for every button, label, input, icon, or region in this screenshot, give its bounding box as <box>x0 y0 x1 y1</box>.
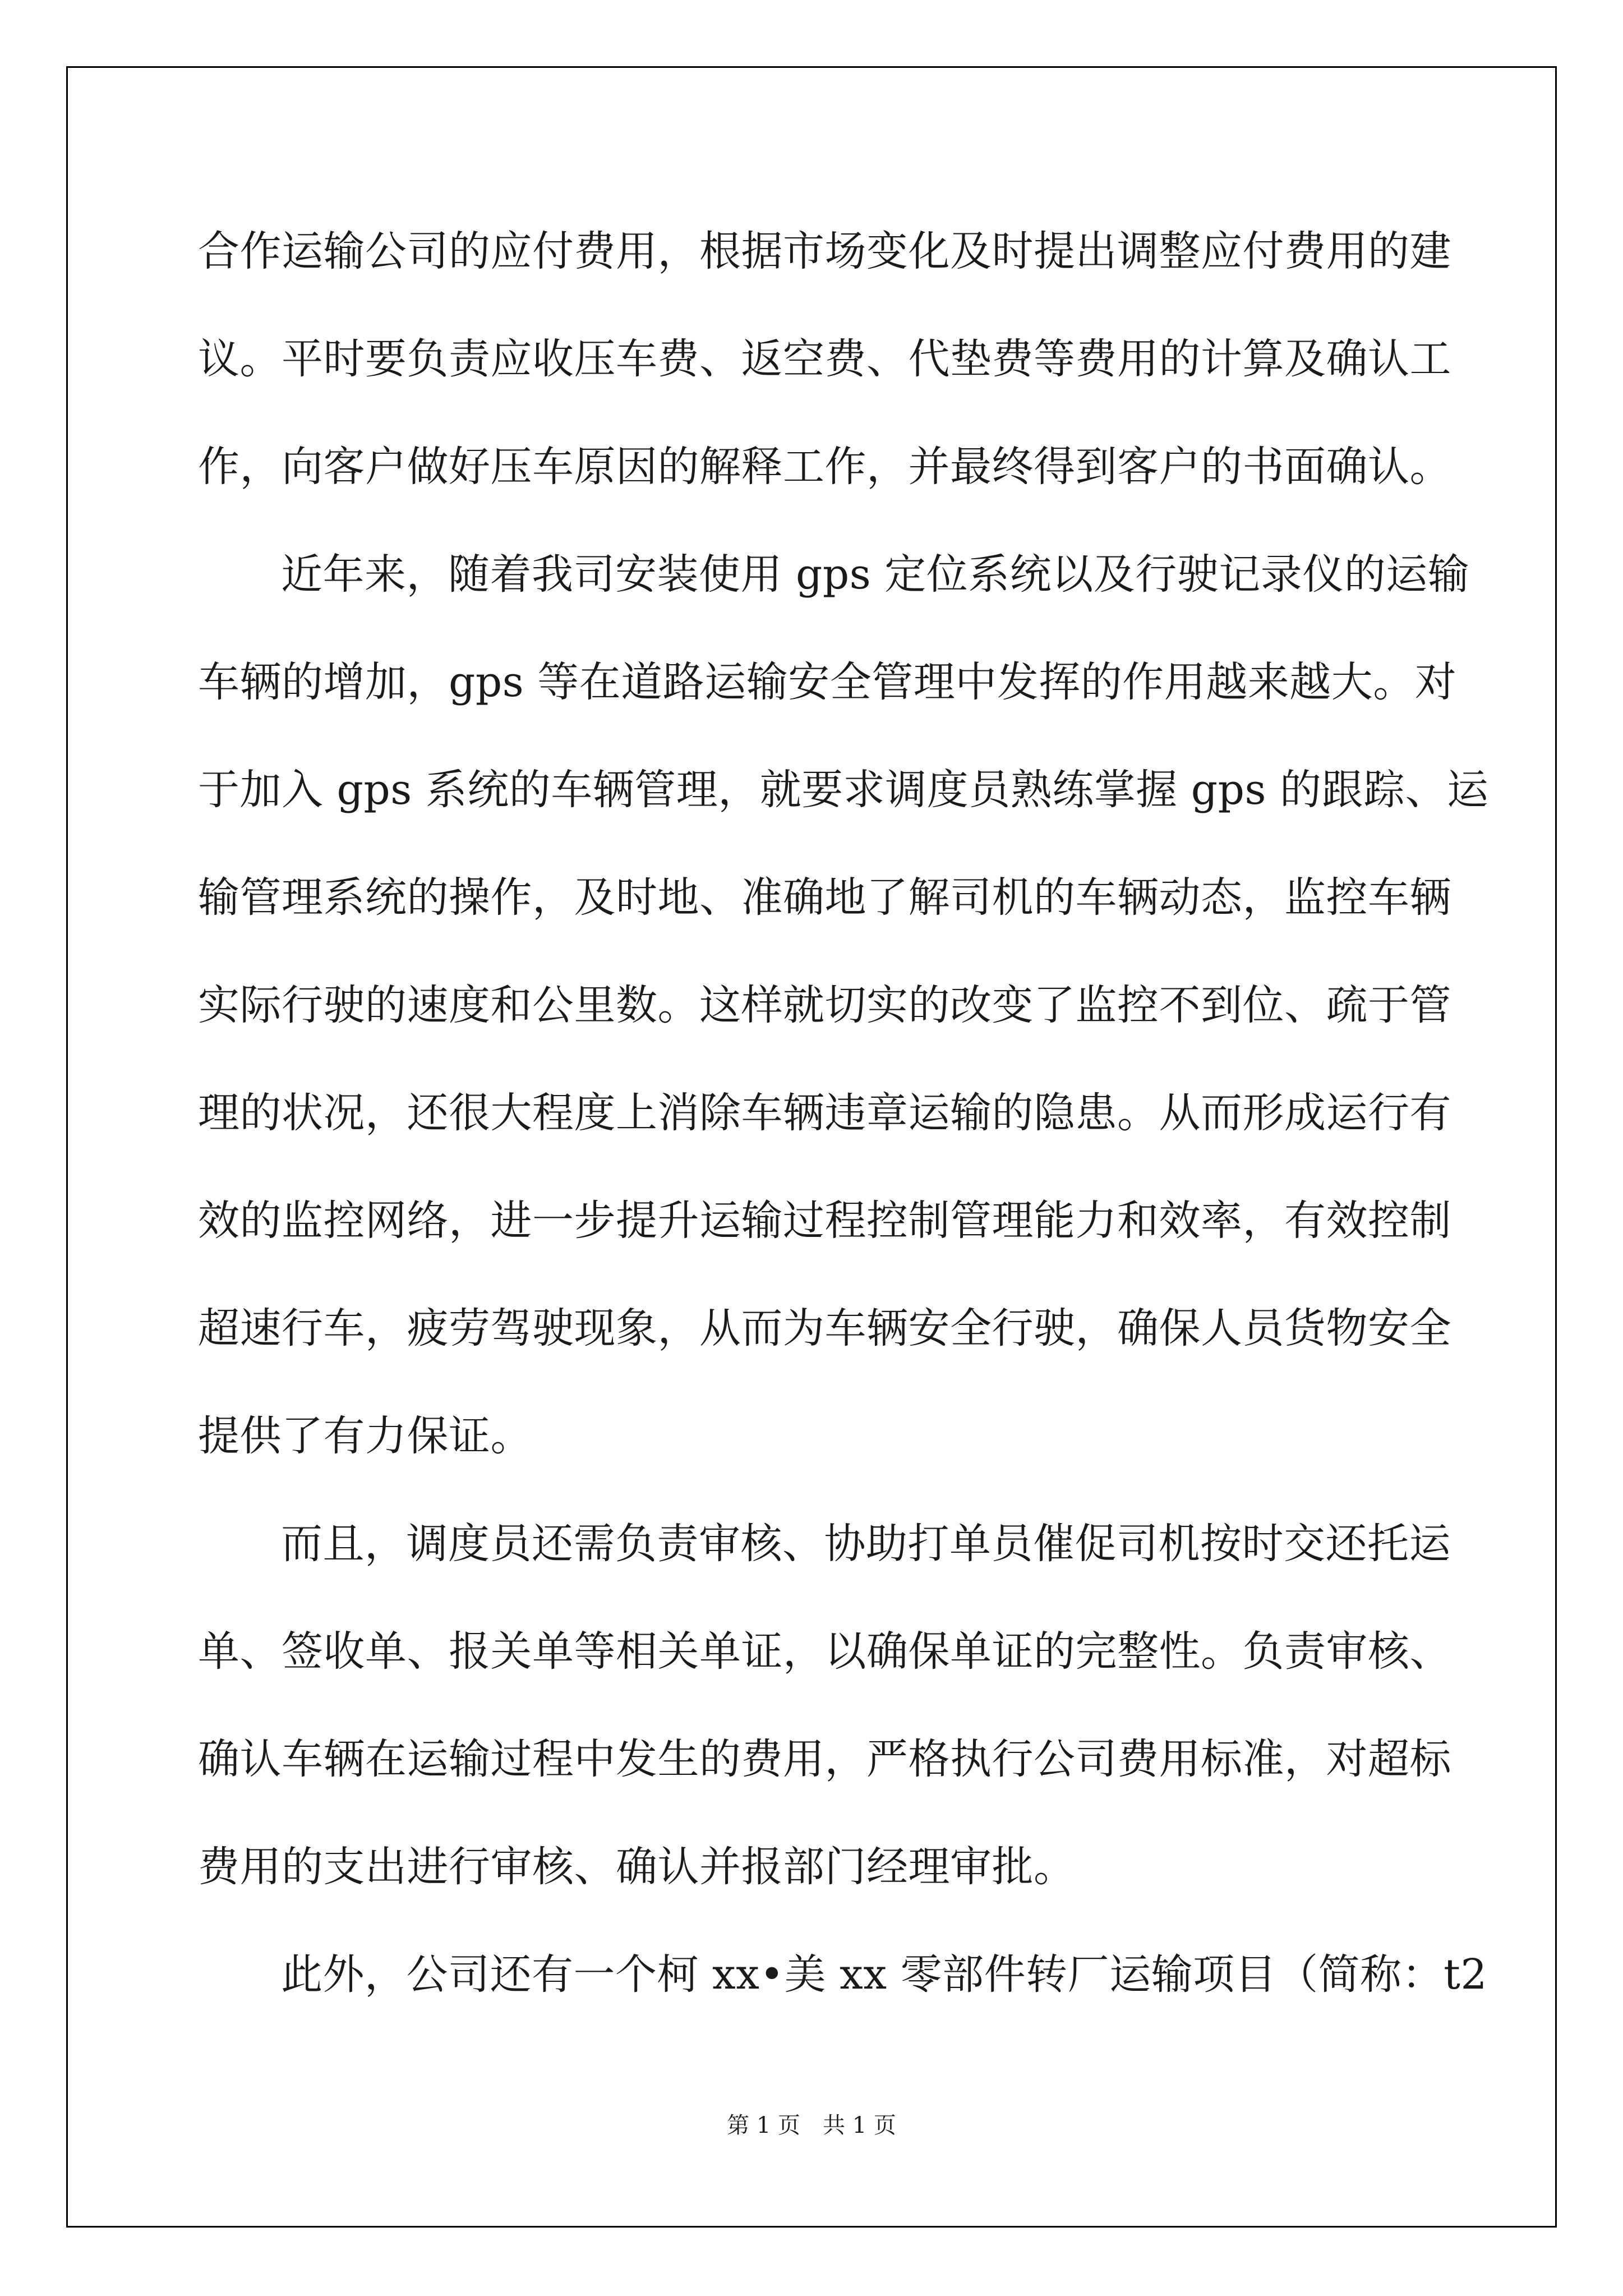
page-number: 第 1 页 <box>727 2113 800 2138</box>
text-line-4: 近年来，随着我司安装使用 gps 定位系统以及行驶记录仪的运输 <box>281 550 1470 599</box>
text-line-11: 超速行车，疲劳驾驶现象，从而为车辆安全行驶，确保人员货物安全 <box>198 1304 1451 1352</box>
text-line-2: 议。平时要负责应收压车费、返空费、代垫费等费用的计算及确认工 <box>198 335 1451 383</box>
text-line-16: 费用的支出进行审核、确认并报部门经理审批。 <box>198 1843 1076 1891</box>
text-line-3: 作，向客户做好压车原因的解释工作，并最终得到客户的书面确认。 <box>198 443 1451 491</box>
page-footer <box>0 2111 1623 2139</box>
text-line-7: 输管理系统的操作，及时地、准确地了解司机的车辆动态，监控车辆 <box>198 873 1451 922</box>
text-line-13: 而且，调度员还需负责审核、协助打单员催促司机按时交还托运 <box>281 1520 1451 1568</box>
text-line-12: 提供了有力保证。 <box>198 1412 532 1460</box>
text-line-6: 于加入 gps 系统的车辆管理，就要求调度员熟练掌握 gps 的跟踪、运 <box>198 766 1489 814</box>
page-total: 共 1 页 <box>823 2113 896 2138</box>
text-line-5: 车辆的增加，gps 等在道路运输安全管理中发挥的作用越来越大。对 <box>198 658 1457 706</box>
text-line-8: 实际行驶的速度和公里数。这样就切实的改变了监控不到位、疏于管 <box>198 981 1451 1029</box>
document-body <box>198 213 1489 2044</box>
text-line-1: 合作运输公司的应付费用，根据市场变化及时提出调整应付费用的建 <box>198 227 1451 275</box>
text-line-10: 效的监控网络，进一步提升运输过程控制管理能力和效率，有效控制 <box>198 1197 1451 1245</box>
text-line-14: 单、签收单、报关单等相关单证，以确保单证的完整性。负责审核、 <box>198 1627 1451 1676</box>
text-line-9: 理的状况，还很大程度上消除车辆违章运输的隐患。从而形成运行有 <box>198 1089 1451 1137</box>
text-line-17: 此外，公司还有一个柯 xx•美 xx 零部件转厂运输项目（简称：t2 <box>281 1950 1487 1999</box>
text-line-15: 确认车辆在运输过程中发生的费用，严格执行公司费用标准，对超标 <box>198 1735 1451 1783</box>
